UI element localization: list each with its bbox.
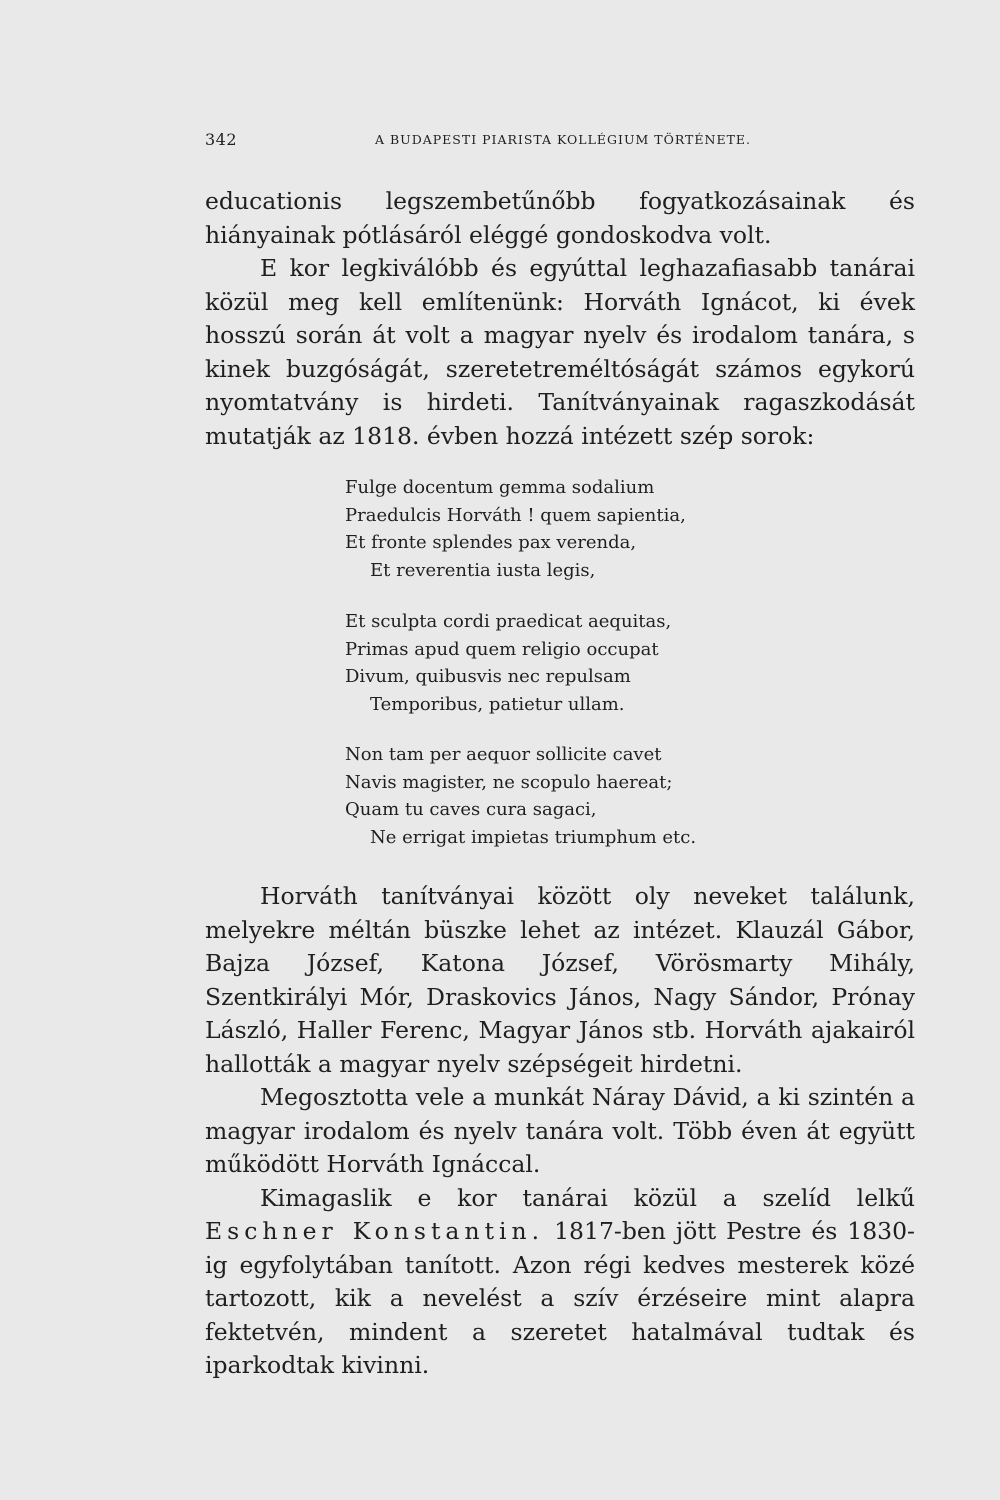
body-text: [205, 880, 915, 1383]
paragraph-students: Horváth tanítványai között oly neveket találunk, melyekre méltán büszke lehet az intézet. Klauzál Gábor, Bajza József, Katona József, Vörösmarty Mihály, Szentkirályi Mór, Draskovics János, Nagy Sándor, Prónay László, Haller Ferenc, Magyar János stb. Horváth ajakairól hallották a magyar nyelv szépségeit hirdetni.: [205, 882, 915, 1078]
paragraph-horvath: E kor legkiválóbb és egyúttal leghazafiasabb tanárai közül meg kell említenünk: Horváth Ignácot, ki évek hosszú során át volt a magyar nyelv és irodalom tanára, s kinek buzgóságát, szeretetreméltóságát számos egykorú nyomtatvány is hirdeti. Tanítványainak ragaszkodását mutatják az 1818. évben hozzá intézett szép sorok:: [205, 254, 915, 450]
poem-stanza-3: [345, 741, 905, 851]
intro-text: [205, 185, 915, 453]
spaced-name: Eschner Konstantin.: [205, 1217, 545, 1245]
verse-line: Non tam per aequor sollicite cavet: [345, 744, 662, 765]
verse-line: Temporibus, patietur ullam.: [370, 693, 625, 715]
poem-stanza-2: [345, 608, 905, 718]
verse-line: Ne errigat impietas triumphum etc.: [370, 826, 697, 848]
verse-line: Et sculpta cordi praedicat aequitas,: [345, 611, 672, 632]
verse-line: Quam tu caves cura sagaci,: [345, 799, 597, 820]
verse-line: Praedulcis Horváth ! quem sapientia,: [345, 504, 686, 526]
poem-stanza-1: [345, 474, 905, 584]
page-number: 342: [205, 130, 238, 149]
paragraph-text: 1817-ben jött Pestre és 1830-ig egyfolytában tanított. Azon régi kedves mesterek közé tartozott, kik a nevelést a szív érzéseire mint alapra fektetvén, mindent a szeretet hatalmával tudtak és iparkodtak kivinni.: [205, 1217, 915, 1379]
paragraph-text: Kimagaslik e kor tanárai közül a szelíd lelkű: [260, 1183, 915, 1212]
paragraph-naray: Megosztotta vele a munkát Náray Dávid, a ki szintén a magyar irodalom és nyelv tanára volt. Több éven át együtt működött Horváth Ignáccal.: [205, 1083, 915, 1178]
verse-line: Navis magister, ne scopulo haereat;: [345, 771, 673, 793]
paragraph-continuation: educationis legszembetűnőbb fogyatkozásainak és hiányainak pótlásáról eléggé gondoskodva volt.: [205, 187, 915, 249]
verse-line: Et reverentia iusta legis,: [370, 559, 596, 581]
verse-line: Primas apud quem religio occupat: [345, 638, 659, 660]
verse-line: Fulge docentum gemma sodalium: [345, 477, 655, 498]
verse-line: Et fronte splendes pax verenda,: [345, 532, 637, 553]
running-title: A BUDAPESTI PIARISTA KOLLÉGIUM TÖRTÉNETE.: [375, 132, 752, 147]
paragraph-eschner: [205, 1182, 915, 1383]
verse-line: Divum, quibusvis nec repulsam: [345, 666, 631, 687]
